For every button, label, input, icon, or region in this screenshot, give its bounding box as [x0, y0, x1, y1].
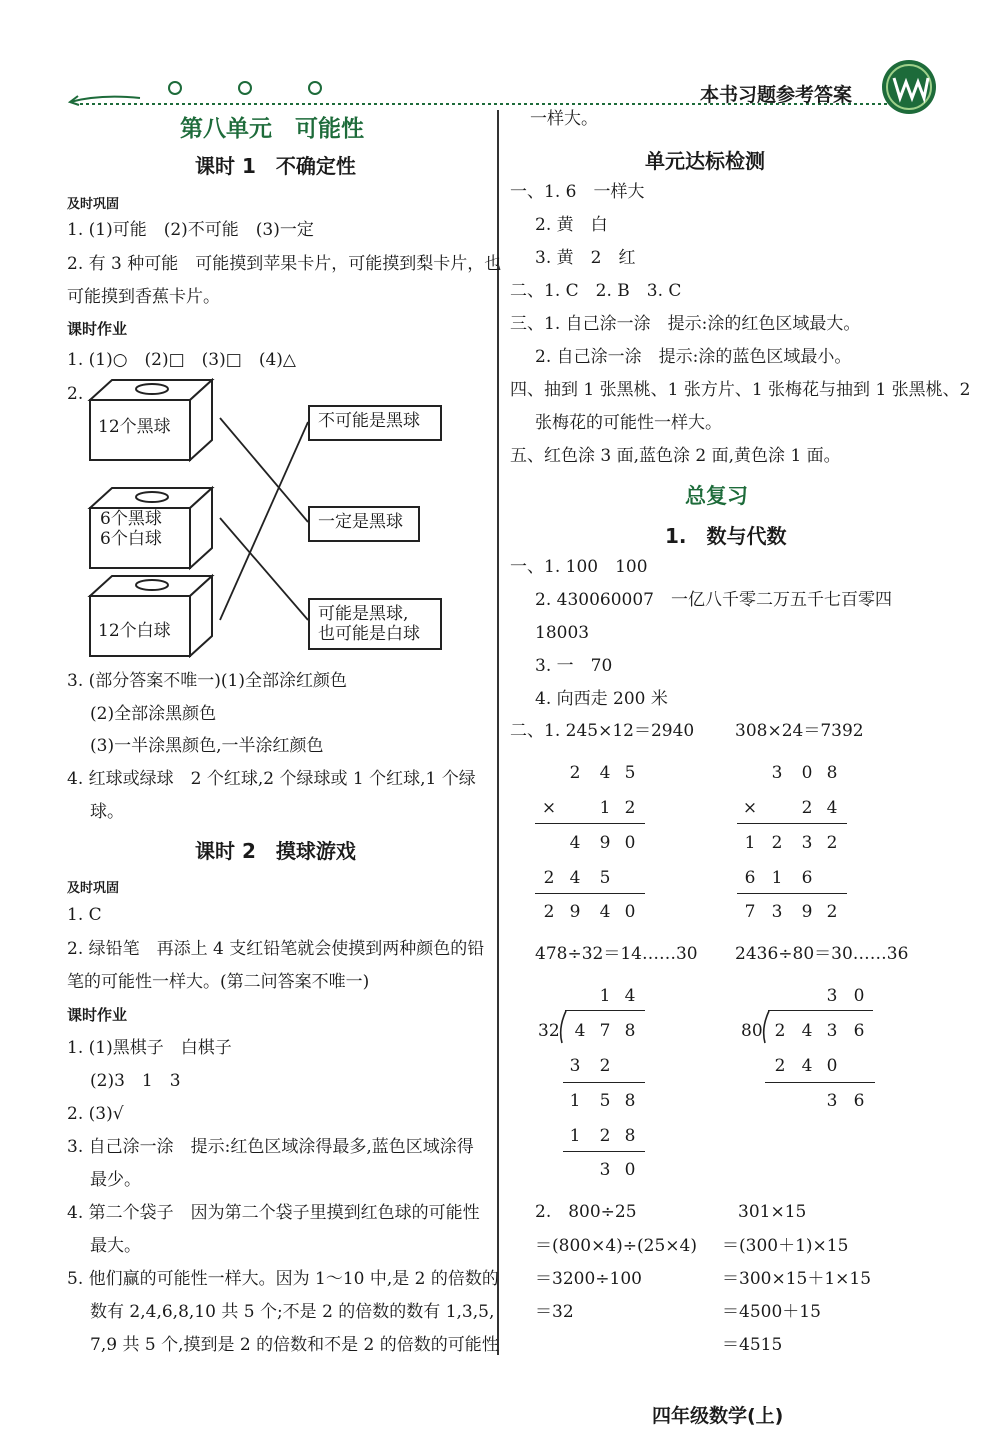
digit: 0 [624, 833, 636, 853]
digit: 8 [624, 1091, 636, 1111]
digit: 8 [624, 1126, 636, 1146]
calc-line: ＝(300＋1)×15 [722, 1236, 849, 1256]
equation: 2436÷80＝30……36 [735, 944, 909, 964]
unit-title: 第八单元 可能性 [180, 116, 364, 142]
digit: 4 [574, 1021, 586, 1041]
digit: 5 [624, 763, 636, 783]
text-line: 一、1. 6 一样大 [510, 182, 645, 202]
text-line: 最少。 [90, 1170, 141, 1190]
digit: 3 [826, 1021, 838, 1041]
digit: 2 [569, 763, 581, 783]
equation: 308×24＝7392 [735, 721, 864, 741]
digit: 6 [744, 868, 756, 888]
divisor: 32 [538, 1021, 560, 1041]
digit: 3 [801, 833, 813, 853]
text-line: 2. 有 3 种可能 可能摸到苹果卡片，可能摸到梨卡片，也 [67, 254, 502, 274]
header-title: 本书习题参考答案 [700, 84, 853, 106]
text-line: 2. [67, 384, 84, 404]
text-line: 三、1. 自己涂一涂 提示:涂的红色区域最大。 [510, 314, 861, 334]
text-line: 1. C [67, 905, 102, 925]
lesson2-title: 课时 2 摸球游戏 [195, 839, 356, 863]
calc-line: ＝32 [535, 1302, 574, 1322]
text-line: 2. (3)√ [67, 1104, 124, 1124]
digit: 1 [744, 833, 756, 853]
digit: 2 [774, 1021, 786, 1041]
digit: 0 [853, 986, 865, 1006]
text-line: 一、1. 100 100 [510, 557, 648, 577]
calc-line: ＝(800×4)÷(25×4) [535, 1236, 697, 1256]
section-label: 课时作业 [67, 320, 128, 338]
digit: 4 [599, 763, 611, 783]
digit: 9 [801, 902, 813, 922]
text-line: (3)一半涂黑颜色,一半涂红颜色 [90, 736, 324, 756]
text-line: 一样大。 [530, 109, 598, 129]
digit: 9 [569, 902, 581, 922]
text-line: 18003 [535, 623, 590, 643]
rule-line [535, 823, 645, 824]
equation: 478÷32＝14……30 [535, 944, 698, 964]
digit: × [742, 798, 758, 818]
digit: 2 [826, 833, 838, 853]
calc-line: ＝4500＋15 [722, 1302, 821, 1322]
box-label: 6个白球 [100, 529, 162, 549]
rule-line [563, 1082, 645, 1083]
calc-line: 2. 800÷25 [535, 1202, 637, 1222]
digit: 3 [771, 763, 783, 783]
digit: 8 [624, 1021, 636, 1041]
text-line: 可能摸到香蕉卡片。 [67, 287, 220, 307]
calc-line: 301×15 [738, 1202, 807, 1222]
rule-line [565, 1010, 645, 1011]
text-line: 4. 向西走 200 米 [535, 689, 668, 709]
digit: 2 [543, 902, 555, 922]
digit: 5 [599, 868, 611, 888]
text-line: 最大。 [90, 1236, 141, 1256]
digit: 8 [826, 763, 838, 783]
digit: 3 [569, 1056, 581, 1076]
text-line: 2. 黄 白 [535, 215, 608, 235]
calc-line: ＝4515 [722, 1335, 783, 1355]
box-label: 12个白球 [98, 621, 171, 641]
text-line: 2. 绿铅笔 再添上 4 支红铅笔就会使摸到两种颜色的铅 [67, 939, 485, 959]
matching-lines [210, 400, 320, 640]
digit: 2 [774, 1056, 786, 1076]
digit: 2 [624, 798, 636, 818]
text-line: (2)全部涂黑颜色 [90, 704, 217, 724]
text-line: 3. 自己涂一涂 提示:红色区域涂得最多,蓝色区域涂得 [67, 1137, 474, 1157]
text-line: 2. 自己涂一涂 提示:涂的蓝色区域最小。 [535, 347, 852, 367]
text-line: 数有 2,4,6,8,10 共 5 个;不是 2 的倍数的数有 1,3,5, [90, 1302, 495, 1322]
text-line: 球。 [90, 802, 124, 822]
digit: 1 [771, 868, 783, 888]
text-line: 4. 第二个袋子 因为第二个袋子里摸到红色球的可能性 [67, 1203, 480, 1223]
section-label: 及时巩固 [67, 881, 120, 896]
digit: 7 [744, 902, 756, 922]
text-line: 1. (1)可能 (2)不可能 (3)一定 [67, 220, 314, 240]
text-line: 2. 430060007 一亿八千零二万五千七百零四 [535, 590, 892, 610]
text-line: 1. (1)○ (2)□ (3)□ (4)△ [67, 350, 296, 370]
review-title: 总复习 [685, 484, 748, 508]
unit-test-title: 单元达标检测 [645, 149, 765, 173]
rule-line [768, 1010, 873, 1011]
calc-line: ＝300×15＋1×15 [722, 1269, 872, 1289]
digit: 1 [599, 986, 611, 1006]
digit: 2 [771, 833, 783, 853]
rule-line [737, 893, 847, 894]
digit: 0 [826, 1056, 838, 1076]
digit: 0 [801, 763, 813, 783]
digit: 2 [599, 1056, 611, 1076]
text-line: 5. 他们赢的可能性一样大。因为 1～10 中,是 2 的倍数的 [67, 1269, 499, 1289]
digit: 0 [624, 902, 636, 922]
digit: 2 [543, 868, 555, 888]
text-line: 7,9 共 5 个,摸到是 2 的倍数和不是 2 的倍数的可能性 [90, 1335, 499, 1355]
box-label: 12个黑球 [98, 417, 171, 437]
digit: 6 [853, 1091, 865, 1111]
column-divider [497, 110, 499, 1355]
text-line: 张梅花的可能性一样大。 [535, 413, 722, 433]
footer-grade-label: 四年级数学(上) [652, 1405, 784, 1427]
digit: 1 [569, 1091, 581, 1111]
text-line: 1. (1)黑棋子 白棋子 [67, 1038, 232, 1058]
digit: 1 [599, 798, 611, 818]
digit: 4 [569, 868, 581, 888]
digit: 2 [826, 902, 838, 922]
digit: 4 [826, 798, 838, 818]
text-line: 四、抽到 1 张黑桃、1 张方片、1 张梅花与抽到 1 张黑桃、2 [510, 380, 971, 400]
digit: 4 [801, 1056, 813, 1076]
lesson1-title: 课时 1 不确定性 [195, 154, 356, 178]
answer-card: 一定是黑球 [308, 506, 420, 542]
review-subtitle: 1. 数与代数 [665, 524, 787, 548]
equation: 二、1. 245×12＝2940 [510, 721, 695, 741]
text-line: 3. 黄 2 红 [535, 248, 636, 268]
digit: 4 [599, 902, 611, 922]
text-line: (2)3 1 3 [90, 1071, 181, 1091]
text-line: 3. (部分答案不唯一)(1)全部涂红颜色 [67, 671, 347, 691]
digit: 9 [599, 833, 611, 853]
section-label: 课时作业 [67, 1006, 128, 1024]
text-line: 笔的可能性一样大。(第二问答案不唯一) [67, 972, 370, 992]
digit: 2 [801, 798, 813, 818]
digit: 5 [599, 1091, 611, 1111]
answer-card: 不可能是黑球 [308, 405, 442, 441]
digit: 4 [624, 986, 636, 1006]
section-label: 及时巩固 [67, 197, 120, 212]
logo-icon [880, 58, 938, 116]
digit: 6 [853, 1021, 865, 1041]
text-line: 二、1. C 2. B 3. C [510, 281, 682, 301]
digit: 3 [826, 1091, 838, 1111]
rule-line [535, 893, 645, 894]
digit: 2 [599, 1126, 611, 1146]
calc-line: ＝3200÷100 [535, 1269, 642, 1289]
rule-line [563, 1151, 645, 1152]
digit: 1 [569, 1126, 581, 1146]
digit: 4 [801, 1021, 813, 1041]
answer-card: 可能是黑球, 也可能是白球 [308, 598, 442, 650]
digit: 7 [599, 1021, 611, 1041]
rule-line [765, 1082, 875, 1083]
digit: × [541, 798, 557, 818]
digit: 3 [771, 902, 783, 922]
box-label: 6个黑球 [100, 509, 162, 529]
divisor: 80 [741, 1021, 763, 1041]
digit: 0 [624, 1160, 636, 1180]
digit: 6 [801, 868, 813, 888]
rule-line [737, 823, 847, 824]
digit: 3 [599, 1160, 611, 1180]
text-line: 五、红色涂 3 面,蓝色涂 2 面,黄色涂 1 面。 [510, 446, 841, 466]
digit: 3 [826, 986, 838, 1006]
text-line: 3. 一 70 [535, 656, 613, 676]
digit: 4 [569, 833, 581, 853]
text-line: 4. 红球或绿球 2 个红球,2 个绿球或 1 个红球,1 个绿 [67, 769, 476, 789]
